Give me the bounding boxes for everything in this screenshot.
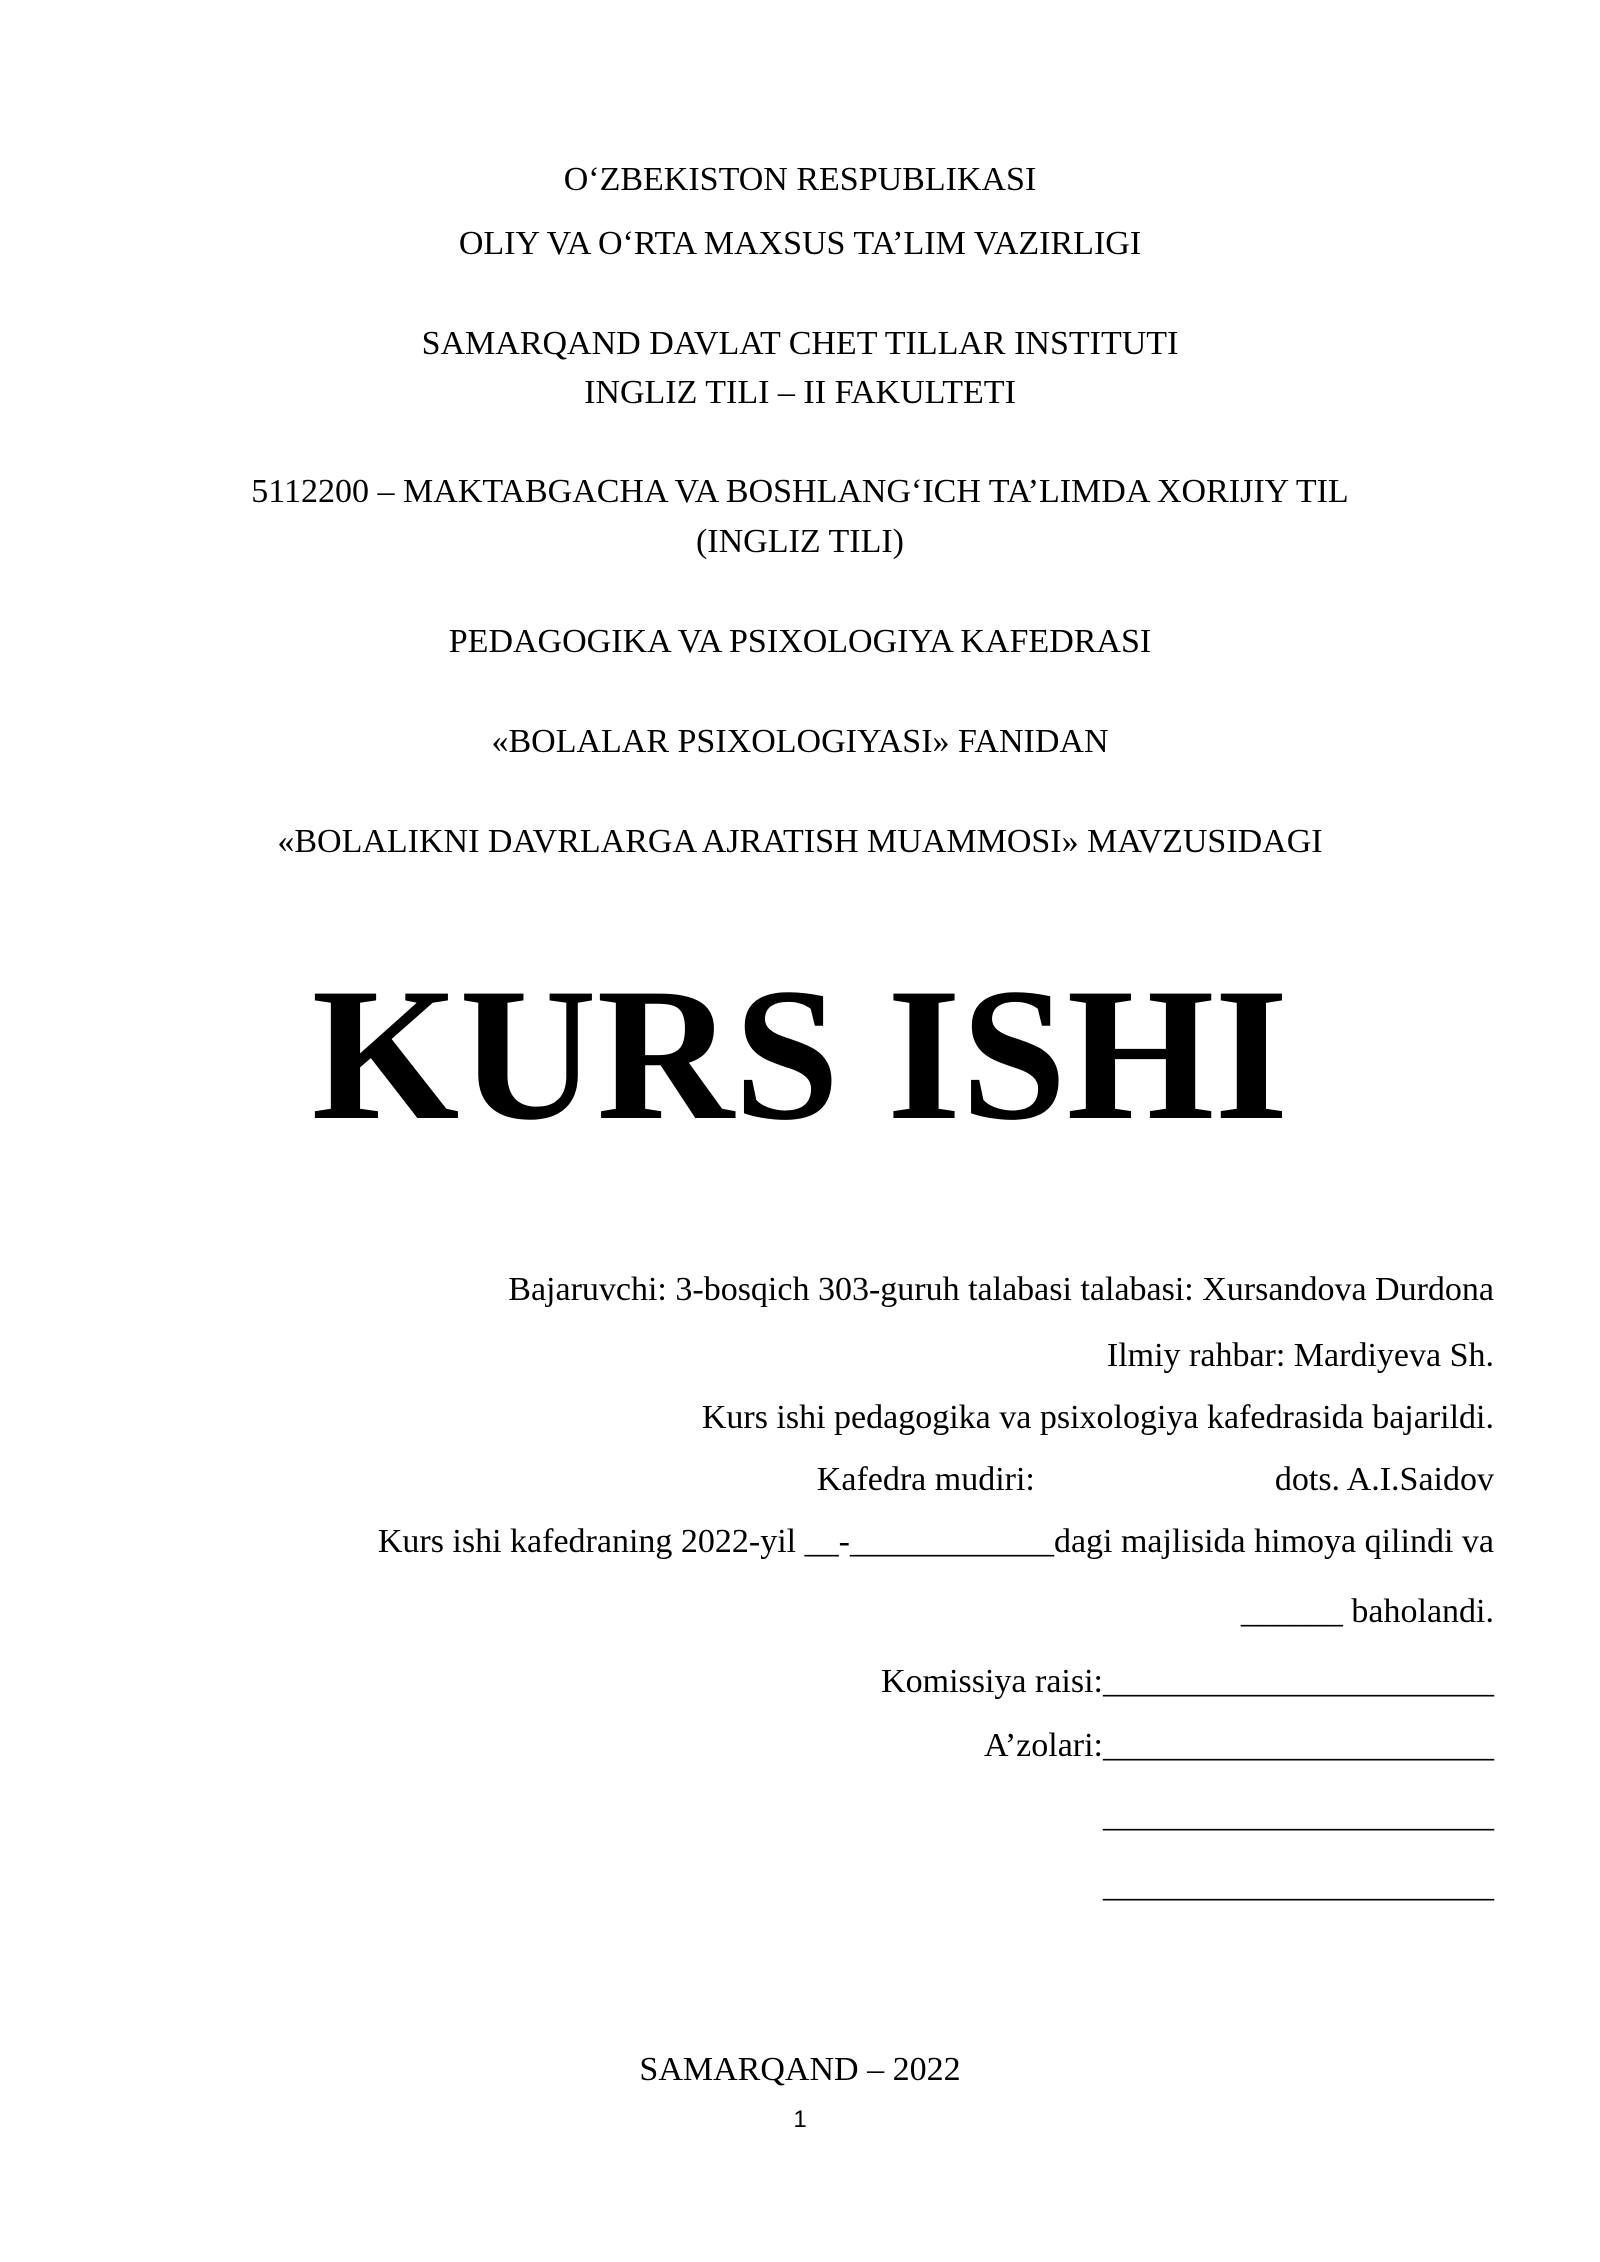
defense-line-1: Kurs ishi kafedraning 2022-yil __-____________dagi majlisida himoya qilindi va (377, 1523, 1494, 1560)
institute-heading: SAMARQAND DAVLAT CHET TILLAR INSTITUTI (421, 325, 1179, 362)
specialty-line-2: (INGLIZ TILI) (695, 523, 904, 560)
page-number: 1 (793, 2106, 807, 2133)
member-signature-line-3: _______________________ (1103, 1867, 1494, 1904)
subject-heading: «BOLALAR PSIXOLOGIYASI» FANIDAN (491, 723, 1109, 760)
members-line: A’zolari:_______________________ (984, 1727, 1494, 1764)
department-head-name: dots. A.I.Saidov (1274, 1461, 1494, 1498)
department-head-label: Kafedra mudiri: (816, 1461, 1035, 1498)
performer-line: Bajaruvchi: 3-bosqich 303-guruh talabasi talabasi: Xursandova Durdona (508, 1271, 1494, 1308)
country-heading: O‘ZBEKISTON RESPUBLIKASI (563, 161, 1037, 198)
member-signature-line-2: _______________________ (1103, 1797, 1494, 1834)
completed-at-line: Kurs ishi pedagogika va psixologiya kafedrasida bajarildi. (701, 1399, 1494, 1436)
department-head-line (817, 1460, 1494, 1500)
ministry-heading: OLIY VA O‘RTA MAXSUS TA’LIM VAZIRLIGI (458, 225, 1142, 262)
department-heading: PEDAGOGIKA VA PSIXOLOGIYA KAFEDRASI (448, 623, 1152, 660)
specialty-line-1: 5112200 – MAKTABGACHA VA BOSHLANG‘ICH TA’LIMDA XORIJIY TIL (251, 473, 1349, 510)
city-year: SAMARQAND – 2022 (639, 2051, 961, 2088)
topic-heading: «BOLALIKNI DAVRLARGA AJRATISH MUAMMOSI» MAVZUSIDAGI (277, 823, 1323, 860)
supervisor-line: Ilmiy rahbar: Mardiyeva Sh. (1106, 1337, 1494, 1374)
faculty-heading: INGLIZ TILI – II FAKULTETI (584, 374, 1016, 411)
defense-line-2: ______ baholandi. (1240, 1593, 1494, 1630)
document-title: KURS ISHI (311, 950, 1289, 1160)
commission-chair-line: Komissiya raisi:_______________________ (881, 1663, 1494, 1700)
